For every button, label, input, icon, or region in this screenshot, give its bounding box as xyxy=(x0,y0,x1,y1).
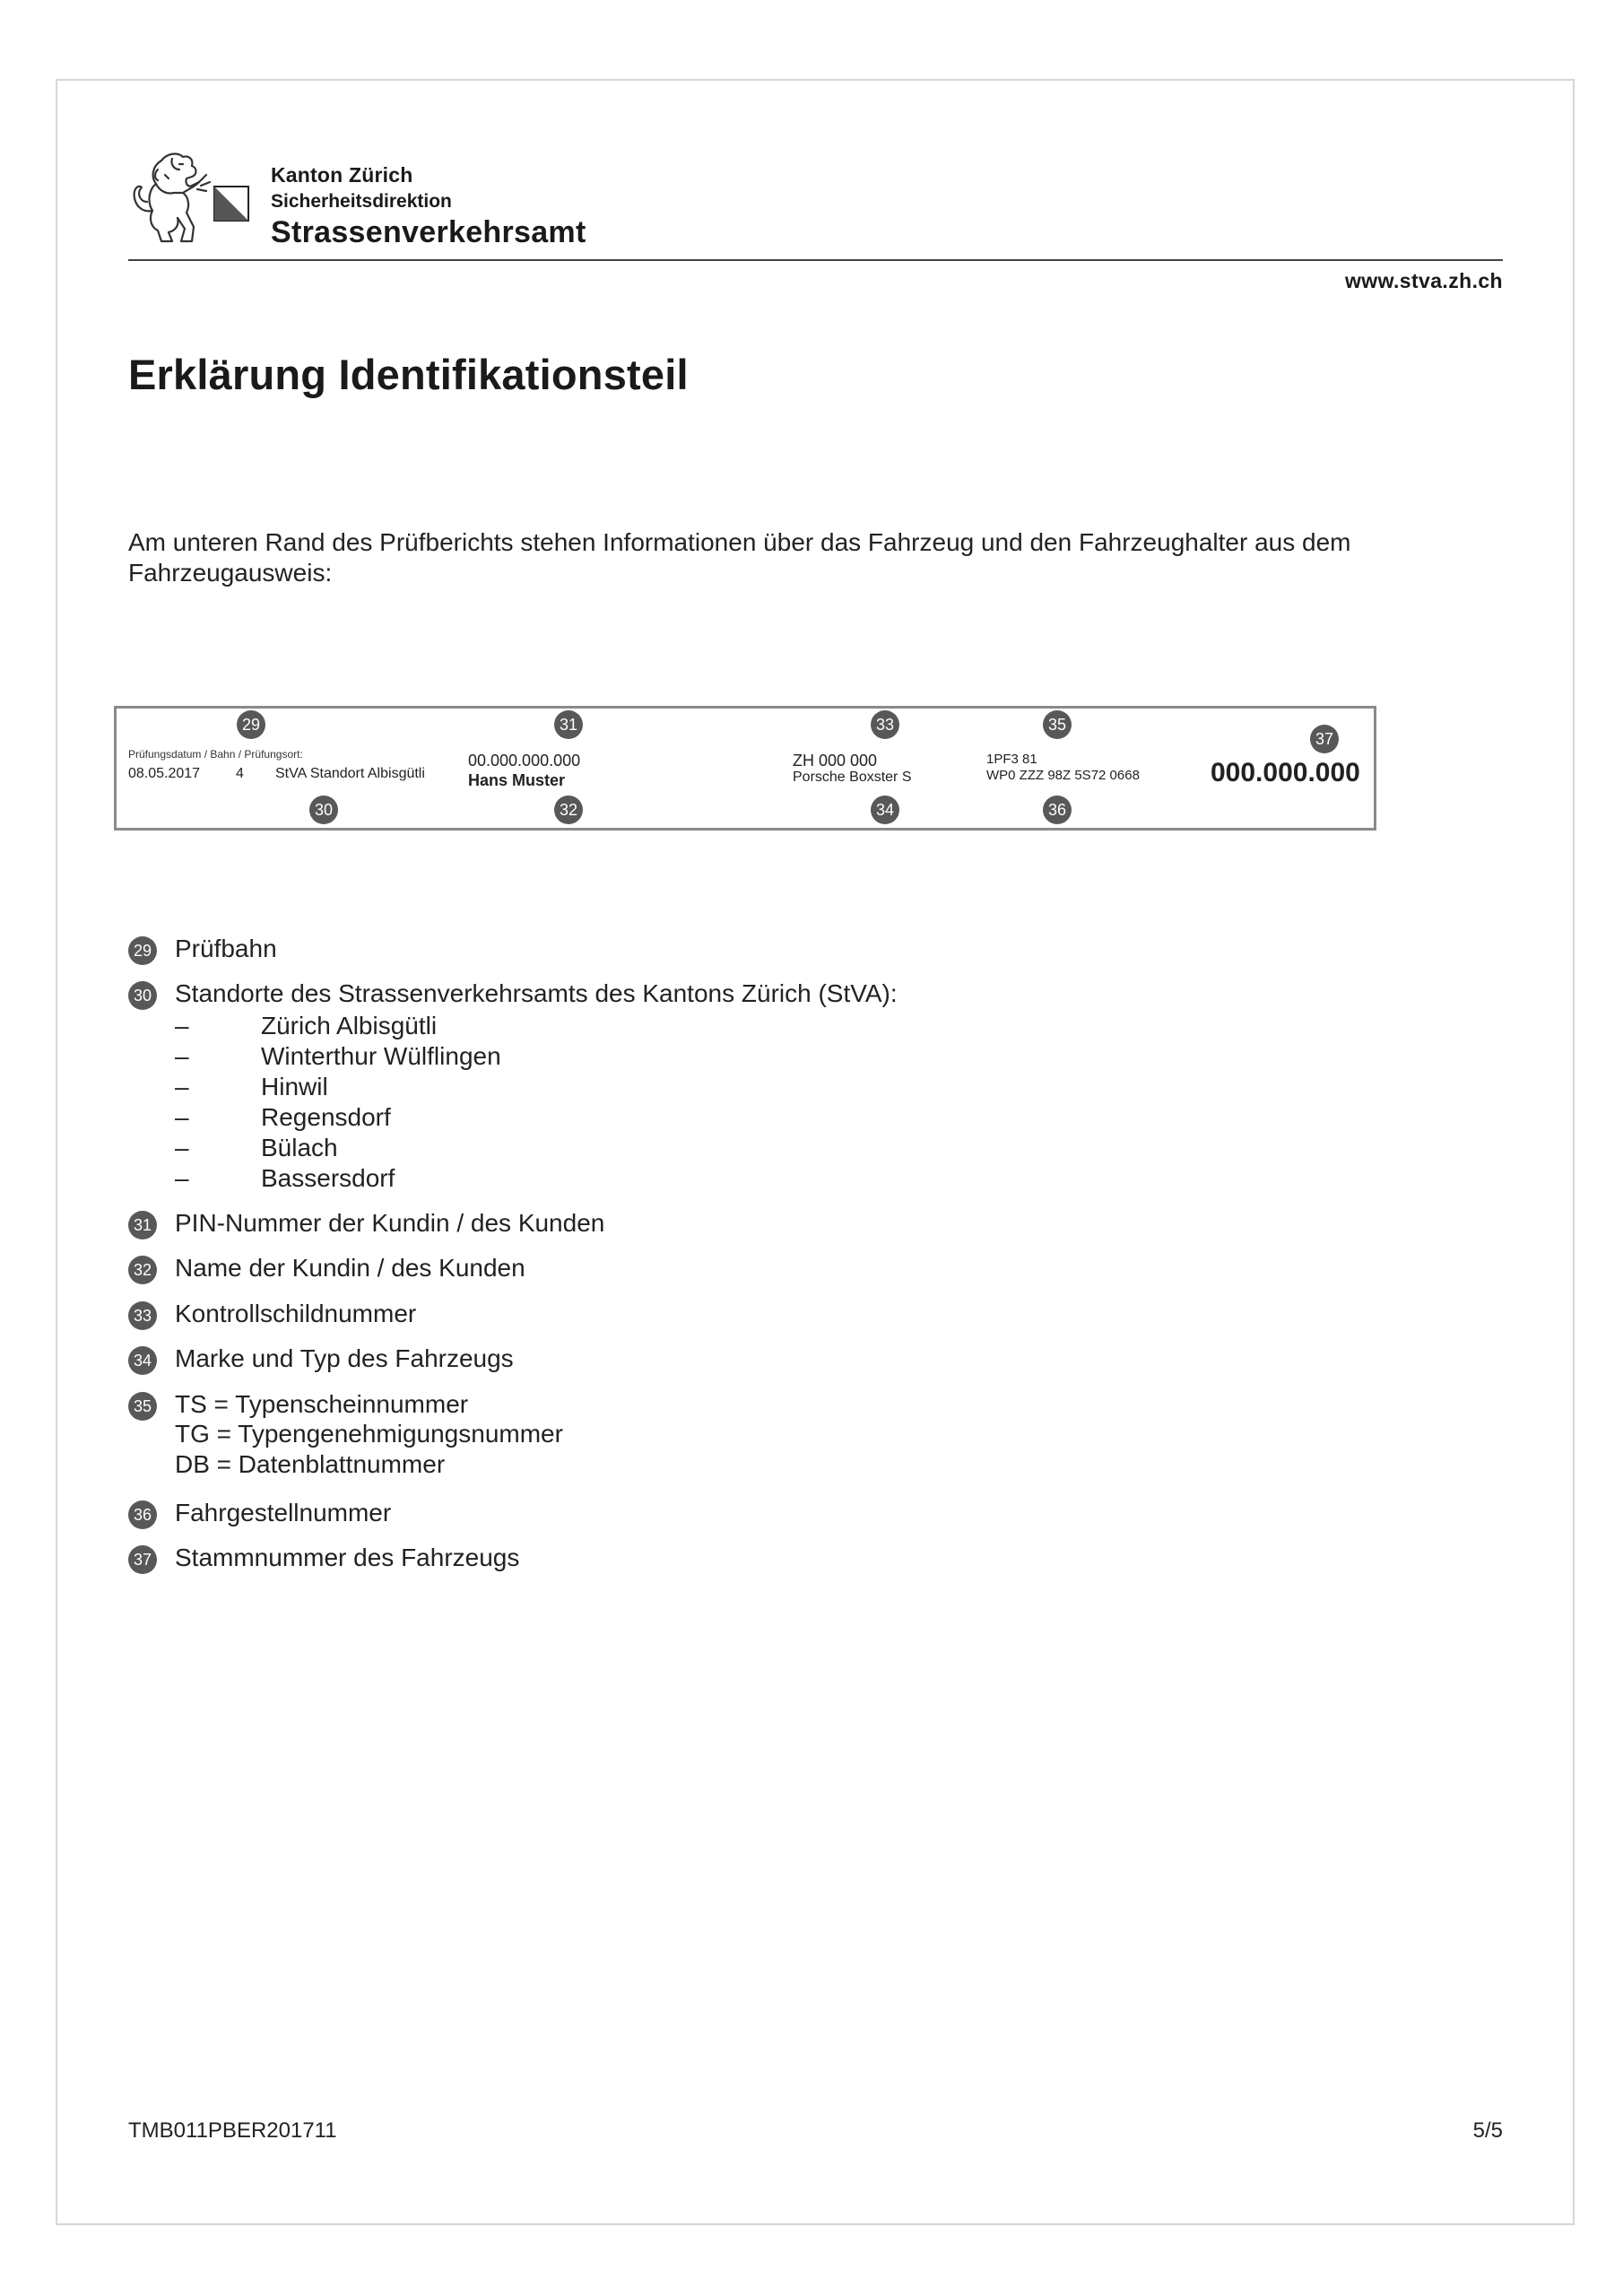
intro-paragraph: Am unteren Rand des Prüfberichts stehen Informationen über das Fahrzeug und den Fahrzeughalter aus dem Fahrzeugausweis: xyxy=(128,528,1351,587)
legend-marker: 33 xyxy=(128,1301,157,1330)
location-item: Bassersdorf xyxy=(261,1164,395,1192)
sample-vin: WP0 ZZZ 98Z 5S72 0668 xyxy=(986,768,1140,783)
legend-marker: 36 xyxy=(128,1500,157,1529)
type-number-line-db: DB = Datenblattnummer xyxy=(175,1450,446,1478)
sample-vehicle: Porsche Boxster S xyxy=(793,770,912,785)
page-title: Erklärung Identifikationsteil xyxy=(128,351,689,398)
marker-30: 30 xyxy=(309,796,338,824)
legend-text: Prüfbahn xyxy=(175,935,277,962)
sample-stamm-number: 000.000.000 xyxy=(1211,758,1360,787)
sample-date: 08.05.2017 xyxy=(128,766,201,781)
legend-text: Fahrgestellnummer xyxy=(175,1499,392,1526)
list-dash: – xyxy=(175,1164,189,1192)
sample-type-number: 1PF3 81 xyxy=(986,752,1037,767)
website-link[interactable]: www.stva.zh.ch xyxy=(1344,269,1503,292)
list-dash: – xyxy=(175,1073,189,1100)
canton-name: Kanton Zürich xyxy=(271,163,413,187)
zurich-flag-icon xyxy=(213,186,249,222)
marker-34: 34 xyxy=(871,796,899,824)
sample-plate: ZH 000 000 xyxy=(793,752,878,770)
legend-marker: 35 xyxy=(128,1392,157,1421)
marker-29: 29 xyxy=(237,710,265,739)
legend-marker: 30 xyxy=(128,981,157,1010)
list-dash: – xyxy=(175,1042,189,1070)
marker-35: 35 xyxy=(1043,710,1072,739)
list-dash: – xyxy=(175,1012,189,1039)
location-item: Hinwil xyxy=(261,1073,328,1100)
location-item: Zürich Albisgütli xyxy=(261,1012,438,1039)
sample-lane: 4 xyxy=(236,766,244,781)
sample-customer-name: Hans Muster xyxy=(468,771,566,789)
location-item: Regensdorf xyxy=(261,1103,391,1131)
legend-text: Marke und Typ des Fahrzeugs xyxy=(175,1344,514,1372)
marker-33: 33 xyxy=(871,710,899,739)
header-divider xyxy=(128,259,1503,261)
location-item: Winterthur Wülflingen xyxy=(261,1042,501,1070)
legend-marker: 31 xyxy=(128,1211,157,1239)
sample-identification-strip xyxy=(114,706,1376,831)
list-dash: – xyxy=(175,1103,189,1131)
marker-32: 32 xyxy=(554,796,583,824)
marker-36: 36 xyxy=(1043,796,1072,824)
legend-marker: 29 xyxy=(128,936,157,965)
document-code: TMB011PBER201711 xyxy=(128,2118,337,2143)
zurich-lion-logo xyxy=(126,148,222,256)
legend-text: TS = Typenscheinnummer xyxy=(175,1390,469,1418)
sample-field-label: Prüfungsdatum / Bahn / Prüfungsort: xyxy=(128,748,303,761)
legend-text: Standorte des Strassenverkehrsamts des Kantons Zürich (StVA): xyxy=(175,979,898,1007)
sample-location: StVA Standort Albisgütli xyxy=(275,766,425,781)
office-name: Strassenverkehrsamt xyxy=(271,215,586,249)
marker-31: 31 xyxy=(554,710,583,739)
legend-text: Stammnummer des Fahrzeugs xyxy=(175,1544,520,1571)
sample-pin: 00.000.000.000 xyxy=(468,752,581,770)
marker-37: 37 xyxy=(1310,725,1339,753)
legend-text: PIN-Nummer der Kundin / des Kunden xyxy=(175,1209,605,1237)
list-dash: – xyxy=(175,1134,189,1161)
legend-text: Name der Kundin / des Kunden xyxy=(175,1254,525,1282)
location-item: Bülach xyxy=(261,1134,338,1161)
legend-marker: 32 xyxy=(128,1256,157,1284)
legend-marker: 34 xyxy=(128,1346,157,1375)
legend-text: Kontrollschildnummer xyxy=(175,1300,417,1327)
type-number-line-tg: TG = Typengenehmigungsnummer xyxy=(175,1420,563,1448)
page-number: 5/5 xyxy=(1472,2118,1503,2143)
directorate-name: Sicherheitsdirektion xyxy=(271,191,452,212)
legend-marker: 37 xyxy=(128,1545,157,1574)
